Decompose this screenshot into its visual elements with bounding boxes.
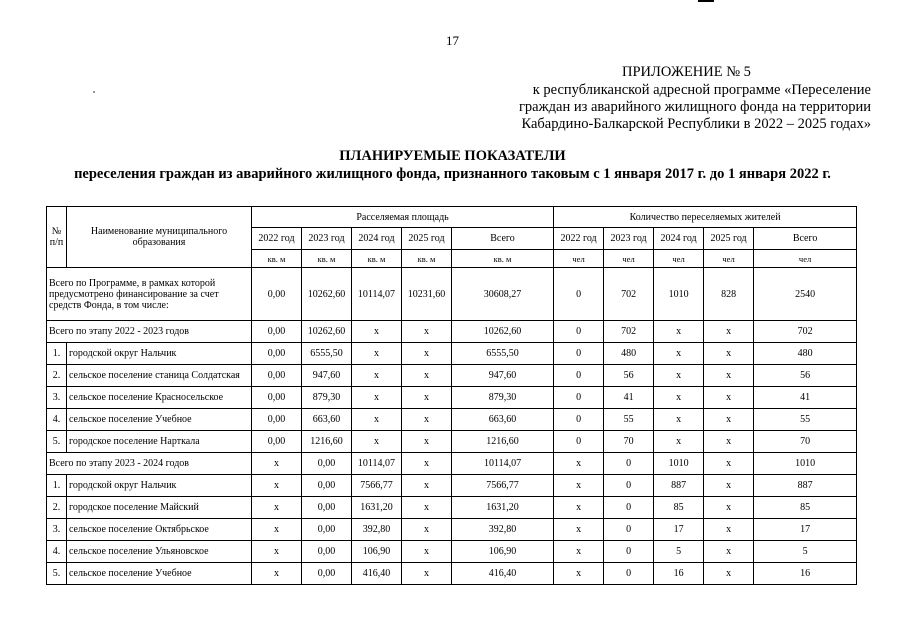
appendix-line: к республиканской адресной программе «Переселение [532,82,871,98]
header-area-year: Всего [452,228,554,250]
row-number: 4. [47,409,67,431]
value-cell: 70 [754,431,857,453]
value-cell: х [352,431,402,453]
value-cell: 5 [754,541,857,563]
value-cell: 392,80 [352,519,402,541]
value-cell: 10114,07 [352,268,402,321]
header-unit: кв. м [452,250,554,268]
table-row [47,387,857,409]
document-subheading: переселения граждан из аварийного жилищного фонда, признанного таковым с 1 января 2017 г. до 1 января 2022 г. [74,166,831,182]
appendix-title: ПРИЛОЖЕНИЕ № 5 [622,64,751,80]
value-cell: х [704,563,754,585]
value-cell: х [654,365,704,387]
value-cell: х [554,497,604,519]
value-cell: 0 [604,453,654,475]
value-cell: 0,00 [252,321,302,343]
table-row [47,519,857,541]
value-cell: х [402,387,452,409]
municipality-name: городской округ Нальчик [67,343,252,365]
value-cell: 55 [604,409,654,431]
row-number: 2. [47,497,67,519]
value-cell: 0 [604,497,654,519]
header-residents-year: 2024 год [654,228,704,250]
value-cell: 0,00 [252,268,302,321]
value-cell: 70 [604,431,654,453]
value-cell: 7566,77 [352,475,402,497]
value-cell: 879,30 [302,387,352,409]
value-cell: 947,60 [302,365,352,387]
value-cell: 887 [754,475,857,497]
value-cell: 1631,20 [352,497,402,519]
value-cell: 0 [604,519,654,541]
value-cell: х [252,541,302,563]
value-cell: 41 [754,387,857,409]
value-cell: х [554,519,604,541]
value-cell: х [704,519,754,541]
header-area-group: Расселяемая площадь [252,207,554,228]
value-cell: х [704,541,754,563]
header-residents-year: 2022 год [554,228,604,250]
municipality-name: сельское поселение Учебное [67,563,252,585]
value-cell: х [554,453,604,475]
value-cell: 41 [604,387,654,409]
value-cell: 0,00 [252,365,302,387]
value-cell: 480 [604,343,654,365]
value-cell: 702 [604,268,654,321]
header-unit: чел [754,250,857,268]
header-unit: чел [654,250,704,268]
value-cell: х [252,453,302,475]
table-row [47,475,857,497]
value-cell: 10262,60 [302,268,352,321]
header-unit: кв. м [402,250,452,268]
value-cell: х [252,519,302,541]
header-area-year: 2025 год [402,228,452,250]
value-cell: х [352,343,402,365]
value-cell: 0,00 [302,541,352,563]
value-cell: 480 [754,343,857,365]
value-cell: 17 [654,519,704,541]
value-cell: 17 [754,519,857,541]
header-area-year: 2022 год [252,228,302,250]
value-cell: 0 [554,431,604,453]
value-cell: 10262,60 [452,321,554,343]
value-cell: х [704,453,754,475]
value-cell: 16 [754,563,857,585]
stage-total-row [47,321,857,343]
row-number: 3. [47,519,67,541]
header-area-year: 2024 год [352,228,402,250]
value-cell: 392,80 [452,519,554,541]
value-cell: 0 [554,409,604,431]
value-cell: 1010 [654,453,704,475]
value-cell: х [704,365,754,387]
value-cell: х [402,541,452,563]
table-row [47,431,857,453]
row-number: 5. [47,431,67,453]
value-cell: 887 [654,475,704,497]
value-cell: 663,60 [302,409,352,431]
value-cell: х [654,321,704,343]
value-cell: х [654,431,704,453]
value-cell: 702 [754,321,857,343]
value-cell: 0,00 [302,453,352,475]
scan-mark [698,0,714,2]
appendix-line: Кабардино-Балкарской Республики в 2022 – 2025 годах» [521,116,871,132]
header-residents-year: 2025 год [704,228,754,250]
value-cell: х [704,387,754,409]
value-cell: 0 [604,563,654,585]
value-cell: 106,90 [452,541,554,563]
value-cell: х [654,387,704,409]
value-cell: 30608,27 [452,268,554,321]
header-num: № п/п [47,207,67,268]
appendix-line: граждан из аварийного жилищного фонда на территории [518,99,871,115]
value-cell: 0 [554,387,604,409]
municipality-name: сельское поселение Красносельское [67,387,252,409]
program-total-row-label: Всего по Программе, в рамках которой предусмотрено финансирование за счет средств Фонда, в том числе: [47,268,252,321]
row-number: 5. [47,563,67,585]
municipality-name: сельское поселение станица Солдатская [67,365,252,387]
header-residents-year: Всего [754,228,857,250]
value-cell: 879,30 [452,387,554,409]
value-cell: 5 [654,541,704,563]
municipality-name: городское поселение Майский [67,497,252,519]
value-cell: 0 [554,268,604,321]
municipality-name: сельское поселение Октябрьское [67,519,252,541]
value-cell: 416,40 [452,563,554,585]
scan-dot [93,91,95,93]
value-cell: х [704,343,754,365]
value-cell: 0,00 [302,497,352,519]
program-total-row [47,268,857,321]
value-cell: х [352,365,402,387]
value-cell: 702 [604,321,654,343]
value-cell: 1010 [654,268,704,321]
value-cell: 0,00 [252,343,302,365]
table-row [47,409,857,431]
value-cell: х [352,321,402,343]
header-residents-group: Количество переселяемых жителей [554,207,857,228]
header-unit: кв. м [302,250,352,268]
value-cell: 1631,20 [452,497,554,519]
value-cell: х [402,453,452,475]
value-cell: 0 [554,321,604,343]
value-cell: 10262,60 [302,321,352,343]
value-cell: х [554,563,604,585]
header-name: Наименование муниципального образования [67,207,252,268]
value-cell: 85 [754,497,857,519]
value-cell: х [704,409,754,431]
table-row [47,541,857,563]
value-cell: 2540 [754,268,857,321]
value-cell: 663,60 [452,409,554,431]
value-cell: 1216,60 [452,431,554,453]
page-number: 17 [446,33,459,48]
value-cell: 106,90 [352,541,402,563]
header-area-year: 2023 год [302,228,352,250]
indicators-table [46,206,857,585]
value-cell: 0 [604,541,654,563]
value-cell: 0,00 [252,431,302,453]
header-unit: кв. м [352,250,402,268]
value-cell: х [402,563,452,585]
value-cell: 0,00 [252,409,302,431]
value-cell: х [352,387,402,409]
value-cell: х [252,475,302,497]
value-cell: 0,00 [302,519,352,541]
value-cell: х [252,497,302,519]
table-row [47,343,857,365]
value-cell: 10114,07 [452,453,554,475]
value-cell: х [704,321,754,343]
header-unit: чел [604,250,654,268]
value-cell: х [252,563,302,585]
value-cell: 10114,07 [352,453,402,475]
value-cell: 828 [704,268,754,321]
header-residents-year: 2023 год [604,228,654,250]
value-cell: 0,00 [302,563,352,585]
appendix-body [519,82,871,133]
value-cell: х [402,321,452,343]
row-number: 1. [47,475,67,497]
row-number: 4. [47,541,67,563]
value-cell: 6555,50 [452,343,554,365]
value-cell: 0,00 [252,387,302,409]
stage-total-row [47,453,857,475]
value-cell: 1216,60 [302,431,352,453]
value-cell: х [402,475,452,497]
value-cell: х [654,409,704,431]
municipality-name: городской округ Нальчик [67,475,252,497]
value-cell: х [554,475,604,497]
value-cell: х [402,343,452,365]
stage-total-row-label: Всего по этапу 2023 - 2024 годов [47,453,252,475]
table-row [47,563,857,585]
value-cell: х [402,365,452,387]
value-cell: 56 [754,365,857,387]
value-cell: х [704,497,754,519]
value-cell: х [704,475,754,497]
value-cell: 56 [604,365,654,387]
municipality-name: городское поселение Нарткала [67,431,252,453]
stage-total-row-label: Всего по этапу 2022 - 2023 годов [47,321,252,343]
municipality-name: сельское поселение Учебное [67,409,252,431]
value-cell: х [402,497,452,519]
value-cell: 0 [604,475,654,497]
table-row [47,497,857,519]
municipality-name: сельское поселение Ульяновское [67,541,252,563]
header-unit: кв. м [252,250,302,268]
row-number: 1. [47,343,67,365]
value-cell: 6555,50 [302,343,352,365]
table-row [47,365,857,387]
value-cell: х [352,409,402,431]
value-cell: 16 [654,563,704,585]
value-cell: 416,40 [352,563,402,585]
value-cell: 1010 [754,453,857,475]
value-cell: х [704,431,754,453]
value-cell: х [402,409,452,431]
value-cell: 7566,77 [452,475,554,497]
header-unit: чел [554,250,604,268]
value-cell: 10231,60 [402,268,452,321]
value-cell: 0,00 [302,475,352,497]
value-cell: х [402,519,452,541]
value-cell: х [654,343,704,365]
row-number: 2. [47,365,67,387]
header-unit: чел [704,250,754,268]
value-cell: 0 [554,365,604,387]
value-cell: х [402,431,452,453]
document-heading: ПЛАНИРУЕМЫЕ ПОКАЗАТЕЛИ [339,148,566,164]
value-cell: 85 [654,497,704,519]
value-cell: 0 [554,343,604,365]
row-number: 3. [47,387,67,409]
value-cell: 947,60 [452,365,554,387]
value-cell: х [554,541,604,563]
value-cell: 55 [754,409,857,431]
